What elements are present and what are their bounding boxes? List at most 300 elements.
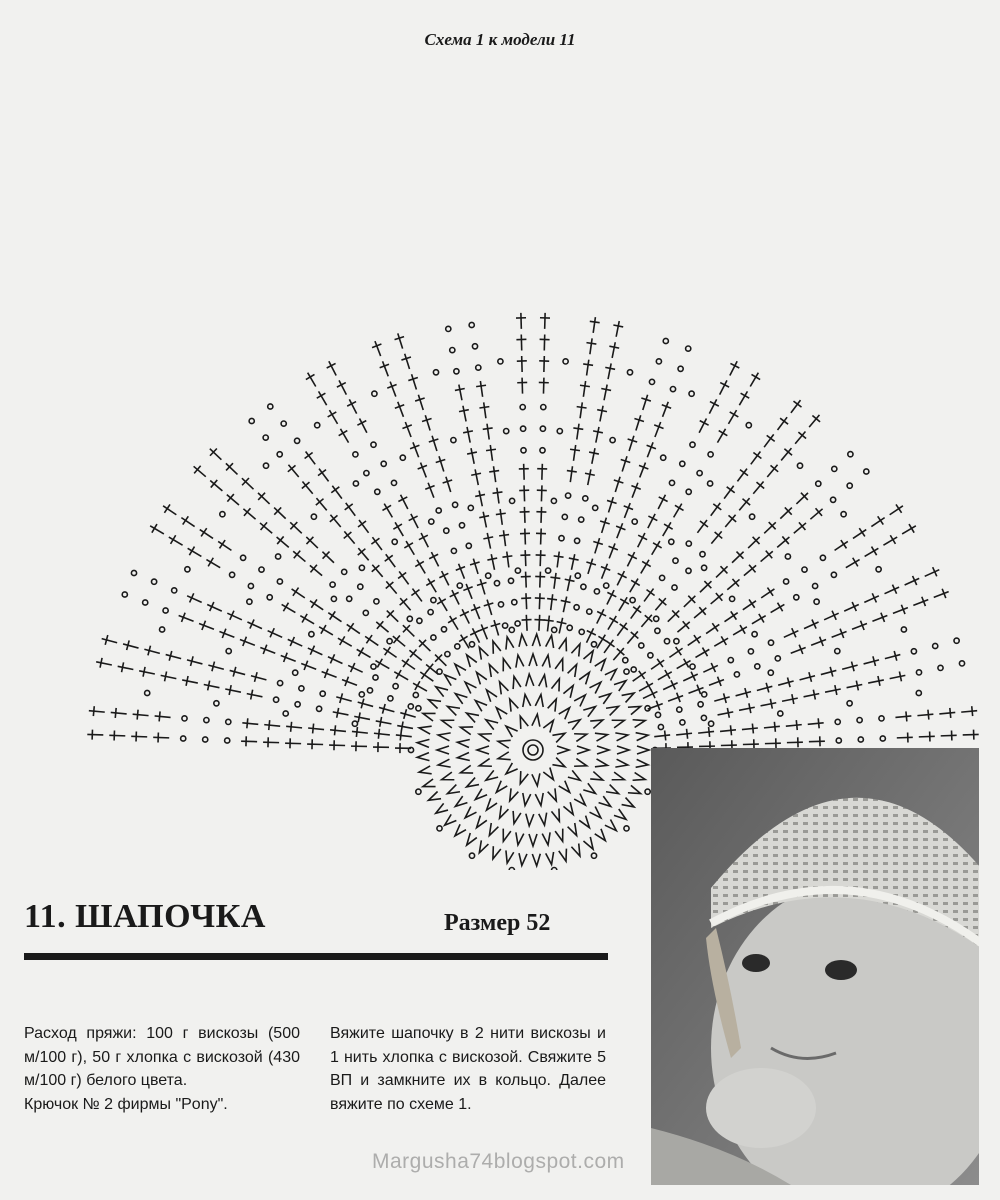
double-crochet-icon (266, 626, 285, 642)
chain-stitch-icon (701, 715, 706, 720)
double-crochet-icon (791, 428, 809, 447)
chain-stitch-icon (347, 596, 352, 601)
double-crochet-icon (427, 791, 441, 803)
double-crochet-icon (647, 538, 664, 557)
double-crochet-icon (559, 638, 570, 652)
double-crochet-icon (532, 773, 541, 786)
title-divider (24, 953, 608, 960)
double-crochet-icon (735, 495, 753, 514)
chain-stitch-icon (353, 452, 358, 457)
double-crochet-icon (88, 706, 105, 717)
double-crochet-icon (506, 788, 518, 802)
chain-stitch-icon (283, 711, 288, 716)
double-crochet-icon (203, 680, 221, 693)
double-crochet-icon (408, 441, 423, 460)
double-crochet-icon (669, 501, 686, 520)
double-crochet-icon (578, 380, 590, 397)
chain-stitch-icon (632, 519, 637, 524)
chain-stitch-icon (734, 672, 739, 677)
chain-stitch-icon (416, 789, 421, 794)
double-crochet-icon (437, 746, 449, 754)
double-crochet-icon (421, 414, 435, 432)
chain-stitch-icon (836, 738, 841, 743)
double-crochet-icon (517, 377, 527, 393)
double-crochet-icon (435, 595, 452, 614)
chain-stitch-icon (459, 523, 464, 528)
double-crochet-icon (399, 708, 417, 722)
chain-stitch-icon (831, 572, 836, 577)
double-crochet-icon (299, 478, 317, 497)
double-crochet-icon (661, 678, 680, 694)
double-crochet-icon (869, 513, 888, 530)
double-crochet-icon (691, 604, 710, 622)
double-crochet-icon (610, 645, 628, 664)
double-crochet-icon (271, 504, 289, 522)
double-crochet-icon (693, 517, 711, 536)
double-crochet-icon (489, 846, 501, 860)
double-crochet-icon (884, 650, 902, 664)
double-crochet-icon (521, 694, 531, 707)
double-crochet-icon (712, 634, 731, 651)
chain-stitch-icon (546, 568, 551, 573)
double-crochet-icon (595, 731, 608, 741)
chain-stitch-icon (353, 481, 358, 486)
chain-stitch-icon (375, 489, 380, 494)
chain-stitch-icon (709, 721, 714, 726)
double-crochet-icon (633, 773, 647, 784)
chain-stitch-icon (708, 481, 713, 486)
chain-stitch-icon (268, 404, 273, 409)
double-crochet-icon (303, 370, 320, 389)
double-crochet-icon (822, 609, 841, 625)
chain-stitch-icon (933, 643, 938, 648)
double-crochet-icon (636, 731, 649, 740)
double-crochet-icon (368, 534, 386, 553)
chain-stitch-icon (509, 868, 514, 871)
chain-stitch-icon (476, 365, 481, 370)
double-crochet-icon (335, 634, 354, 651)
double-crochet-icon (378, 360, 393, 379)
chain-stitch-icon (515, 621, 520, 626)
double-crochet-icon (346, 661, 365, 677)
chain-stitch-icon (639, 643, 644, 648)
chain-stitch-icon (387, 639, 392, 644)
chain-stitch-icon (604, 583, 609, 588)
double-crochet-icon (575, 402, 587, 419)
double-crochet-icon (667, 644, 686, 661)
chain-stitch-icon (847, 701, 852, 706)
double-crochet-icon (569, 444, 581, 461)
double-crochet-icon (224, 684, 242, 697)
double-crochet-icon (617, 455, 631, 473)
double-crochet-icon (638, 393, 652, 411)
chain-stitch-icon (373, 675, 378, 680)
chain-stitch-icon (429, 519, 434, 524)
chain-stitch-icon (315, 423, 320, 428)
double-crochet-icon (535, 571, 546, 587)
double-crochet-icon (427, 696, 441, 708)
double-crochet-icon (332, 707, 350, 720)
chain-stitch-icon (835, 649, 840, 654)
double-crochet-icon (615, 595, 632, 614)
chain-stitch-icon (413, 692, 418, 697)
chain-stitch-icon (847, 483, 852, 488)
chain-stitch-icon (417, 618, 422, 623)
double-crochet-icon (342, 500, 360, 519)
double-crochet-icon (370, 339, 385, 358)
chain-stitch-icon (509, 498, 514, 503)
chain-stitch-icon (259, 567, 264, 572)
double-crochet-icon (307, 739, 323, 749)
chain-stitch-icon (841, 512, 846, 517)
double-crochet-icon (612, 521, 627, 540)
chain-stitch-icon (469, 322, 474, 327)
double-crochet-icon (492, 487, 504, 504)
double-crochet-icon (548, 788, 560, 802)
chain-stitch-icon (591, 642, 596, 647)
double-crochet-icon (489, 640, 501, 654)
double-crochet-icon (160, 502, 179, 519)
double-crochet-icon (396, 721, 414, 734)
chain-stitch-icon (276, 554, 281, 559)
double-crochet-icon (725, 359, 741, 378)
chain-stitch-icon (750, 514, 755, 519)
chain-stitch-icon (663, 338, 668, 343)
double-crochet-icon (713, 563, 731, 581)
double-crochet-icon (521, 615, 532, 631)
chain-stitch-icon (503, 623, 508, 628)
double-crochet-icon (614, 809, 628, 823)
chain-stitch-icon (455, 644, 460, 649)
chain-stitch-icon (342, 569, 347, 574)
double-crochet-icon (777, 504, 795, 522)
chain-stitch-icon (880, 736, 885, 741)
chain-stitch-icon (521, 448, 526, 453)
chain-stitch-icon (664, 639, 669, 644)
double-crochet-icon (250, 671, 268, 685)
double-crochet-icon (442, 814, 456, 828)
double-crochet-icon (574, 692, 588, 706)
double-crochet-icon (373, 618, 392, 636)
double-crochet-icon (452, 661, 466, 675)
double-crochet-icon (459, 765, 473, 776)
double-crochet-icon (862, 544, 881, 561)
double-crochet-icon (707, 675, 725, 690)
double-crochet-icon (562, 574, 575, 592)
double-crochet-icon (636, 759, 649, 768)
double-crochet-icon (392, 667, 411, 684)
double-crochet-icon (637, 746, 649, 754)
chain-stitch-icon (451, 548, 456, 553)
double-crochet-icon (469, 557, 483, 575)
chain-stitch-icon (293, 670, 298, 675)
double-crochet-icon (720, 725, 737, 737)
chain-stitch-icon (509, 627, 514, 632)
double-crochet-icon (484, 770, 498, 783)
double-crochet-icon (582, 359, 594, 376)
double-crochet-icon (606, 785, 620, 798)
chain-stitch-icon (672, 585, 677, 590)
chain-stitch-icon (457, 583, 462, 588)
chain-stitch-icon (624, 669, 629, 674)
double-crochet-icon (427, 550, 443, 569)
double-crochet-icon (536, 507, 547, 523)
double-crochet-icon (482, 423, 494, 440)
chain-stitch-icon (267, 595, 272, 600)
double-crochet-icon (341, 528, 359, 547)
double-crochet-icon (627, 481, 642, 500)
double-crochet-icon (500, 657, 511, 671)
chain-stitch-icon (814, 599, 819, 604)
double-crochet-icon (190, 463, 209, 481)
chain-stitch-icon (574, 605, 579, 610)
chain-stitch-icon (469, 853, 474, 858)
double-crochet-icon (568, 823, 581, 837)
double-crochet-icon (559, 849, 570, 863)
double-crochet-icon (633, 717, 647, 728)
double-crochet-icon (351, 741, 367, 751)
schema-caption: Схема 1 к модели 11 (424, 30, 576, 49)
double-crochet-icon (939, 707, 956, 718)
double-crochet-icon (625, 576, 642, 595)
double-crochet-icon (285, 738, 301, 748)
double-crochet-icon (583, 557, 597, 575)
double-crochet-icon (604, 496, 618, 514)
double-crochet-icon (462, 582, 477, 601)
chain-stitch-icon (631, 667, 636, 672)
double-crochet-icon (654, 493, 670, 512)
chain-stitch-icon (400, 455, 405, 460)
double-crochet-icon (574, 759, 588, 770)
double-crochet-icon (583, 783, 597, 796)
chain-stitch-icon (690, 664, 695, 669)
double-crochet-icon (597, 516, 611, 534)
double-crochet-icon (143, 644, 161, 658)
double-crochet-icon (330, 725, 347, 737)
double-crochet-icon (622, 690, 636, 703)
double-crochet-icon (638, 611, 656, 630)
watermark: Margusha74blogspot.com (372, 1150, 625, 1173)
double-crochet-icon (454, 384, 467, 402)
double-crochet-icon (630, 668, 649, 685)
double-crochet-icon (395, 568, 413, 587)
double-crochet-icon (520, 528, 531, 544)
chain-stitch-icon (678, 366, 683, 371)
double-crochet-icon (485, 444, 497, 461)
double-crochet-icon (400, 352, 414, 370)
chain-stitch-icon (627, 370, 632, 375)
double-crochet-icon (383, 607, 401, 625)
double-crochet-icon (637, 557, 654, 576)
double-crochet-icon (454, 562, 469, 581)
double-crochet-icon (255, 489, 273, 507)
chain-stitch-icon (277, 579, 282, 584)
double-crochet-icon (548, 697, 560, 711)
double-crochet-icon (418, 766, 431, 776)
chain-stitch-icon (778, 711, 783, 716)
double-crochet-icon (469, 602, 484, 621)
double-crochet-icon (122, 639, 140, 653)
double-crochet-icon (215, 537, 234, 554)
double-crochet-icon (622, 798, 636, 811)
double-crochet-icon (583, 703, 597, 716)
double-crochet-icon (912, 595, 931, 610)
double-crochet-icon (615, 731, 628, 741)
double-crochet-icon (382, 551, 400, 570)
double-crochet-icon (536, 528, 547, 544)
chain-stitch-icon (453, 502, 458, 507)
double-crochet-icon (698, 727, 715, 739)
double-crochet-icon (185, 591, 204, 607)
chain-stitch-icon (562, 514, 567, 519)
double-crochet-icon (438, 731, 451, 741)
double-crochet-icon (228, 666, 246, 680)
double-crochet-icon (565, 466, 577, 483)
double-crochet-icon (539, 356, 549, 372)
double-crochet-icon (148, 522, 167, 539)
chain-stitch-icon (163, 608, 168, 613)
chain-stitch-icon (512, 600, 517, 605)
double-crochet-icon (457, 738, 470, 747)
double-crochet-icon (393, 332, 407, 350)
double-crochet-icon (434, 455, 448, 473)
double-crochet-icon (458, 405, 471, 423)
double-crochet-icon (329, 740, 345, 750)
double-crochet-icon (95, 657, 113, 670)
double-crochet-icon (446, 785, 460, 798)
double-crochet-icon (768, 600, 787, 617)
double-crochet-icon (438, 759, 451, 769)
double-crochet-icon (633, 531, 649, 550)
double-crochet-icon (568, 770, 582, 783)
double-crochet-icon (495, 508, 507, 525)
chain-stitch-icon (498, 602, 503, 607)
double-crochet-icon (658, 400, 673, 419)
double-crochet-icon (306, 644, 325, 660)
chain-stitch-icon (797, 463, 802, 468)
double-crochet-icon (611, 320, 624, 338)
double-crochet-icon (224, 491, 243, 509)
double-crochet-icon (496, 680, 508, 694)
double-crochet-icon (559, 705, 573, 719)
double-crochet-icon (597, 746, 609, 754)
chain-stitch-icon (521, 426, 526, 431)
double-crochet-icon (830, 627, 849, 642)
double-crochet-icon (399, 656, 418, 673)
chain-stitch-icon (916, 690, 921, 695)
double-crochet-icon (424, 576, 441, 595)
double-crochet-icon (867, 675, 885, 688)
double-crochet-icon (552, 730, 566, 743)
double-crochet-icon (427, 434, 441, 452)
double-crochet-icon (551, 809, 563, 823)
chain-stitch-icon (444, 528, 449, 533)
double-crochet-icon (335, 692, 353, 706)
chain-stitch-icon (879, 716, 884, 721)
double-crochet-icon (536, 485, 547, 501)
chain-stitch-icon (784, 579, 789, 584)
double-crochet-icon (787, 737, 803, 747)
chain-stitch-icon (552, 868, 557, 871)
double-crochet-icon (138, 666, 156, 679)
double-crochet-icon (516, 313, 526, 329)
double-crochet-icon (809, 736, 825, 746)
double-crochet-icon (489, 619, 503, 637)
double-crochet-icon (483, 798, 497, 812)
double-crochet-icon (614, 677, 628, 691)
double-crochet-icon (408, 586, 426, 605)
double-crochet-icon (850, 525, 869, 542)
chain-stitch-icon (437, 826, 442, 831)
double-crochet-icon (592, 607, 608, 626)
double-crochet-icon (758, 585, 777, 602)
chain-stitch-icon (645, 789, 650, 794)
double-crochet-icon (325, 609, 344, 626)
double-crochet-icon (532, 854, 540, 866)
double-crochet-icon (605, 819, 619, 833)
double-crochet-icon (620, 501, 635, 520)
double-crochet-icon (540, 313, 550, 329)
double-crochet-icon (701, 661, 720, 677)
chain-stitch-icon (182, 716, 187, 721)
double-crochet-icon (757, 547, 776, 565)
chain-stitch-icon (680, 720, 685, 725)
double-crochet-icon (785, 720, 802, 731)
double-crochet-icon (422, 779, 436, 790)
double-crochet-icon (476, 840, 489, 854)
chain-stitch-icon (441, 627, 446, 632)
double-crochet-icon (462, 807, 476, 821)
double-crochet-icon (181, 675, 199, 688)
double-crochet-icon (473, 670, 487, 684)
chain-stitch-icon (581, 584, 586, 589)
double-crochet-icon (362, 632, 381, 649)
double-crochet-icon (326, 652, 345, 668)
chain-stitch-icon (436, 508, 441, 513)
double-crochet-icon (279, 651, 298, 666)
double-crochet-icon (741, 562, 760, 580)
chain-stitch-icon (755, 664, 760, 669)
double-crochet-icon (453, 690, 467, 704)
chain-stitch-icon (938, 665, 943, 670)
article-title: 11. ШАПОЧКА (24, 898, 266, 935)
double-crochet-icon (591, 426, 604, 444)
double-crochet-icon (131, 731, 147, 742)
chain-stitch-icon (263, 463, 268, 468)
double-crochet-icon (391, 520, 408, 539)
chain-stitch-icon (263, 435, 268, 440)
double-crochet-icon (502, 551, 514, 568)
chain-stitch-icon (359, 692, 364, 697)
double-crochet-icon (724, 576, 743, 594)
double-crochet-icon (483, 687, 497, 701)
double-crochet-icon (577, 746, 589, 754)
double-crochet-icon (385, 380, 400, 399)
double-crochet-icon (532, 714, 541, 727)
chain-stitch-icon (911, 649, 916, 654)
double-crochet-icon (109, 730, 125, 741)
chain-stitch-icon (593, 505, 598, 510)
double-crochet-icon (257, 519, 276, 537)
chain-stitch-icon (748, 649, 753, 654)
double-crochet-icon (749, 478, 767, 497)
double-crochet-icon (696, 578, 714, 596)
double-crochet-icon (624, 434, 638, 452)
chain-stitch-icon (583, 496, 588, 501)
chain-stitch-icon (248, 583, 253, 588)
chain-stitch-icon (466, 543, 471, 548)
double-crochet-icon (452, 824, 466, 838)
